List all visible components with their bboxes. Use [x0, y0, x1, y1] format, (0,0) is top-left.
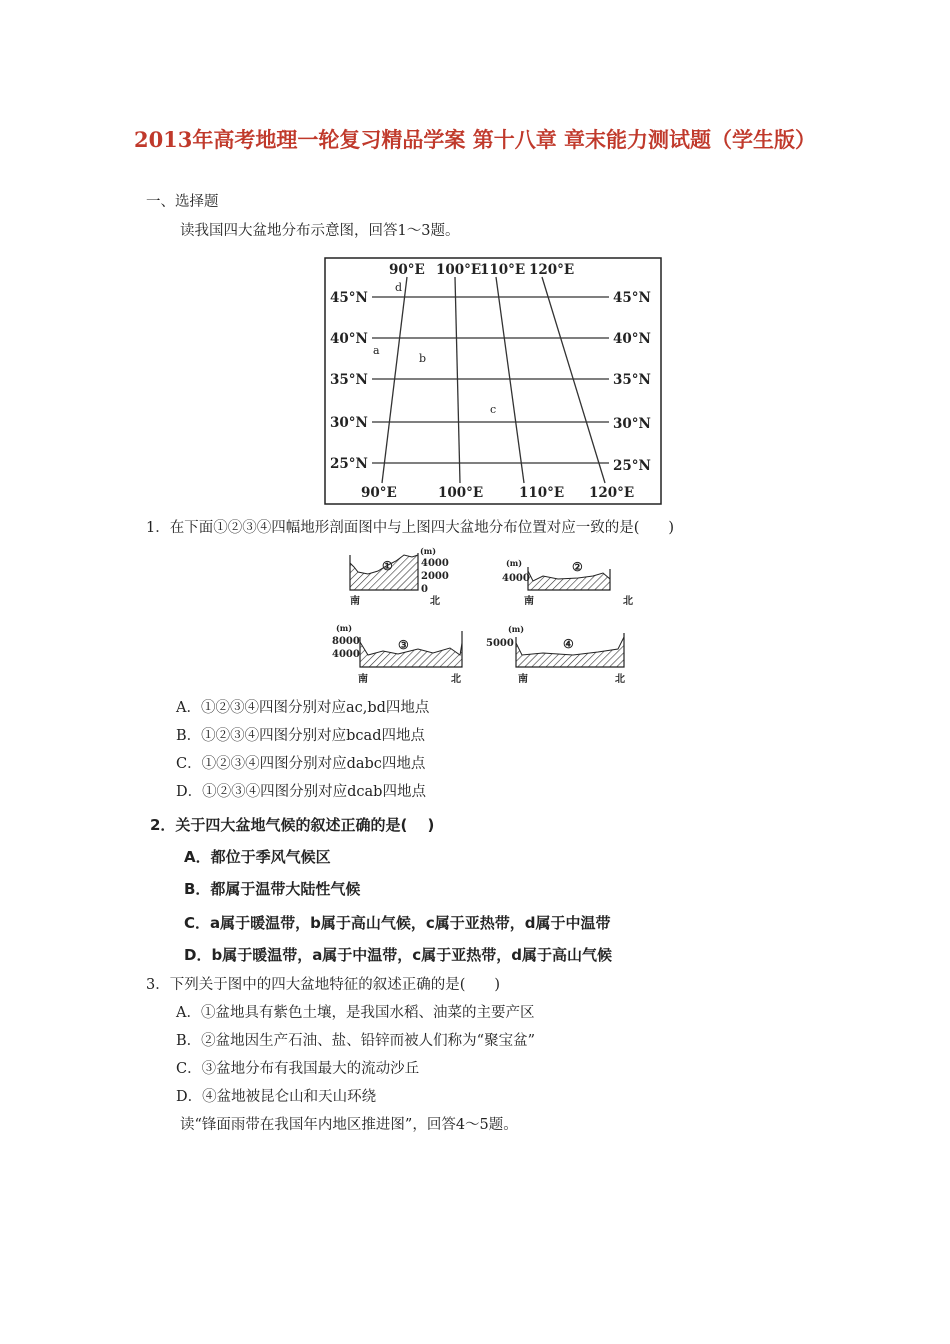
q3-option-b: B．②盆地因生产石油、盐、铅锌而被人们称为“聚宝盆”	[176, 1033, 535, 1049]
top-lon-label: 90°E	[389, 262, 425, 278]
top-lon-label: 120°E	[529, 262, 575, 278]
profile-4-unit: (m)	[508, 624, 525, 634]
q3-option-c: C．③盆地分布有我国最大的流动沙丘	[176, 1061, 420, 1077]
point-label-b: b	[419, 352, 427, 365]
lat-label-right: 40°N	[613, 331, 651, 347]
basin-map	[324, 257, 662, 505]
top-lon-label: 100°E	[436, 262, 482, 278]
lat-label-left: 45°N	[330, 290, 368, 306]
q2-option-d: D．b属于暖温带，a属于中温带，c属于亚热带，d属于高山气候	[184, 946, 612, 964]
profile-3-south: 南	[358, 674, 368, 685]
profile-1-tick: 0	[421, 584, 428, 595]
lat-label-right: 30°N	[613, 416, 651, 432]
lat-label-left: 25°N	[330, 456, 368, 472]
q3-option-a: A．①盆地具有紫色土壤，是我国水稻、油菜的主要产区	[176, 1005, 535, 1021]
profile-2-terrain	[528, 571, 610, 590]
profile-4-north: 北	[615, 674, 625, 685]
profile-1-tick: 4000	[421, 558, 449, 569]
bottom-lon-label: 120°E	[589, 485, 635, 501]
lat-label-right: 35°N	[613, 372, 651, 388]
profile-3-tick: 4000	[332, 649, 360, 660]
lat-label-right: 25°N	[613, 458, 651, 474]
map-frame	[325, 258, 661, 504]
profile-3-terrain	[360, 642, 462, 667]
bottom-lon-label: 90°E	[361, 485, 397, 501]
q2-stem: 2．关于四大盆地气候的叙述正确的是( )	[150, 816, 435, 834]
intro-text-2: 读“锋面雨带在我国年内地区推进图”，回答4～5题。	[180, 1117, 518, 1133]
q3-option-d: D．④盆地被昆仑山和天山环绕	[176, 1089, 377, 1105]
q1-option-b: B．①②③④四图分别对应bcad四地点	[176, 728, 425, 744]
q1-option-a: A．①②③④四图分别对应ac,bd四地点	[176, 700, 430, 716]
q2-option-a: A．都位于季风气候区	[184, 848, 331, 866]
q1-option-c: C．①②③④四图分别对应dabc四地点	[176, 756, 426, 772]
profile-1-north: 北	[430, 596, 440, 607]
bottom-lon-label: 100°E	[438, 485, 484, 501]
q1-option-d: D．①②③④四图分别对应dcab四地点	[176, 784, 426, 800]
terrain-profiles	[328, 545, 638, 690]
profile-4	[486, 624, 625, 685]
lat-label-right: 45°N	[613, 290, 651, 306]
profile-2	[502, 558, 633, 607]
profile-3-north: 北	[451, 674, 461, 685]
profile-3	[332, 623, 462, 685]
point-label-a: a	[373, 344, 380, 357]
page-title: 2013年高考地理一轮复习精品学案 第十八章 章末能力测试题（学生版）	[133, 127, 817, 152]
profile-1-number: ①	[382, 559, 393, 573]
lat-label-left: 30°N	[330, 415, 368, 431]
profile-4-tick: 5000	[486, 638, 514, 649]
q2-option-c: C．a属于暖温带，b属于高山气候，c属于亚热带，d属于中温带	[184, 914, 611, 932]
profile-1-south: 南	[350, 596, 360, 607]
top-lon-label: 110°E	[480, 262, 526, 278]
point-label-d: d	[395, 281, 403, 294]
profile-2-north: 北	[623, 596, 633, 607]
profile-2-south: 南	[524, 596, 534, 607]
profile-4-south: 南	[518, 674, 528, 685]
profile-4-number: ④	[563, 637, 574, 651]
lat-label-left: 40°N	[330, 331, 368, 347]
profile-2-number: ②	[572, 560, 583, 574]
profile-3-number: ③	[398, 638, 409, 652]
profile-3-unit: (m)	[336, 623, 353, 633]
lat-label-left: 35°N	[330, 372, 368, 388]
section-heading: 一、选择题	[146, 194, 219, 210]
profile-3-tick: 8000	[332, 636, 360, 647]
q1-stem: 1．在下面①②③④四幅地形剖面图中与上图四大盆地分布位置对应一致的是( )	[146, 520, 675, 536]
intro-text-1: 读我国四大盆地分布示意图，回答1～3题。	[180, 223, 460, 239]
point-label-c: c	[490, 403, 497, 416]
profile-1-unit: (m)	[420, 546, 437, 556]
q3-stem: 3．下列关于图中的四大盆地特征的叙述正确的是( )	[146, 977, 501, 993]
q2-option-b: B．都属于温带大陆性气候	[184, 880, 361, 898]
profile-1	[350, 546, 449, 607]
bottom-lon-label: 110°E	[519, 485, 565, 501]
profile-2-unit: (m)	[506, 558, 523, 568]
profile-1-tick: 2000	[421, 571, 449, 582]
profile-2-tick: 4000	[502, 573, 530, 584]
